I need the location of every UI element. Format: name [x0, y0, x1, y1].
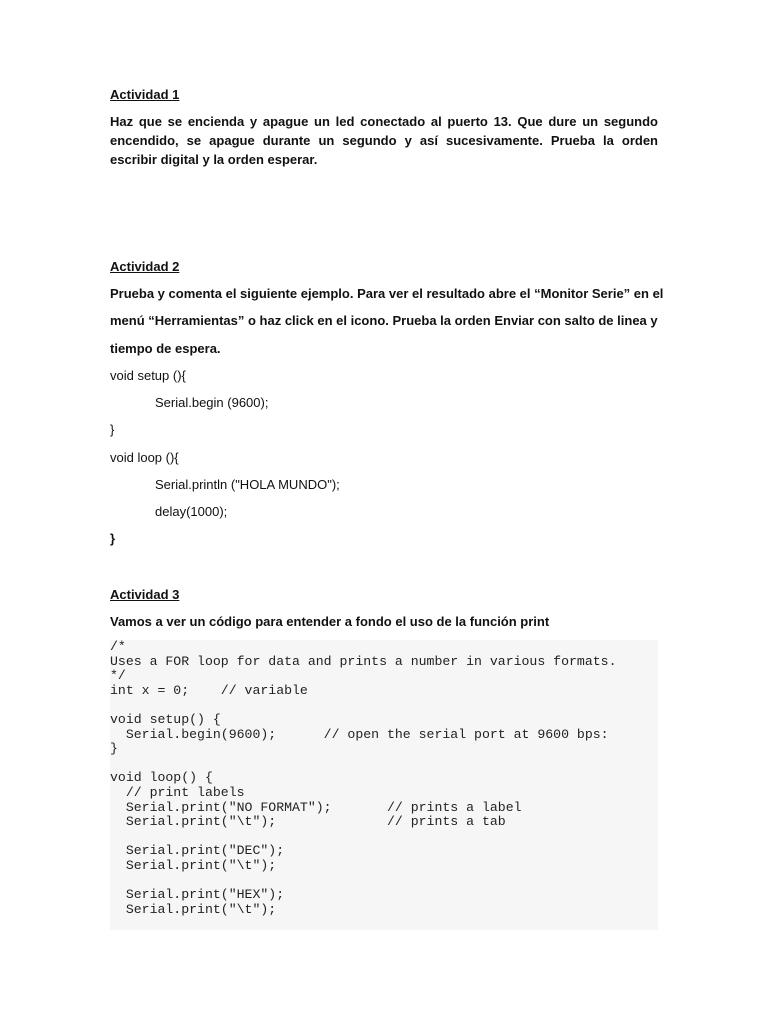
code-line: int x = 0; // variable — [110, 682, 308, 698]
example-code-line: } — [110, 531, 116, 546]
code-line — [110, 874, 616, 889]
actividad-1-text: Haz que se encienda y apague un led conectado al puerto 13. Que dure un segundo encendido, se apague durante un segundo y así sucesivamente. Prueba la orden escribir digital y la orden esperar. — [110, 114, 658, 167]
actividad-2-heading: Actividad 2 — [110, 259, 180, 274]
code-line: Serial.print("\t"); // prints a tab — [110, 814, 506, 830]
example-code-line: void loop (){ — [110, 450, 179, 465]
example-code-line: Serial.begin (9600); — [155, 395, 269, 410]
code-block — [110, 640, 658, 930]
code-line: Serial.begin(9600); // open the serial port at 9600 bps: — [110, 726, 609, 742]
code-line: void loop() { — [110, 770, 213, 786]
code-line: Uses a FOR loop for data and prints a number in various formats. — [110, 653, 617, 669]
actividad-2-text-line-2: menú “Herramientas” o haz click en el icono. Prueba la orden Enviar con salto de linea y — [110, 313, 658, 328]
code-line: Serial.print("NO FORMAT"); // prints a label — [110, 799, 522, 815]
example-code-line: } — [110, 422, 115, 437]
actividad-1-heading: Actividad 1 — [110, 87, 180, 102]
example-code-line: void setup (){ — [110, 368, 186, 383]
code-line — [110, 698, 616, 713]
example-code-line: delay(1000); — [155, 504, 228, 519]
code-line — [110, 757, 616, 772]
code-line: Serial.print("HEX"); — [110, 887, 285, 903]
code-listing — [110, 640, 616, 917]
code-line: Serial.print("\t"); — [110, 857, 277, 873]
code-line: Serial.print("DEC"); — [110, 843, 285, 859]
code-line: } — [110, 741, 118, 757]
actividad-2-text-line-1: Prueba y comenta el siguiente ejemplo. Para ver el resultado abre el “Monitor Serie” en el — [110, 286, 664, 301]
actividad-3-text: Vamos a ver un código para entender a fondo el uso de la función print — [110, 614, 550, 629]
code-line: // print labels — [110, 784, 245, 800]
code-line — [110, 830, 616, 845]
example-code-line: Serial.println ("HOLA MUNDO"); — [155, 477, 340, 492]
code-line: void setup() { — [110, 711, 221, 727]
code-line: */ — [110, 668, 126, 684]
actividad-3-heading: Actividad 3 — [110, 587, 180, 602]
actividad-2-text-line-3: tiempo de espera. — [110, 341, 221, 356]
code-line: Serial.print("\t"); — [110, 901, 277, 917]
code-line: /* — [110, 639, 126, 654]
